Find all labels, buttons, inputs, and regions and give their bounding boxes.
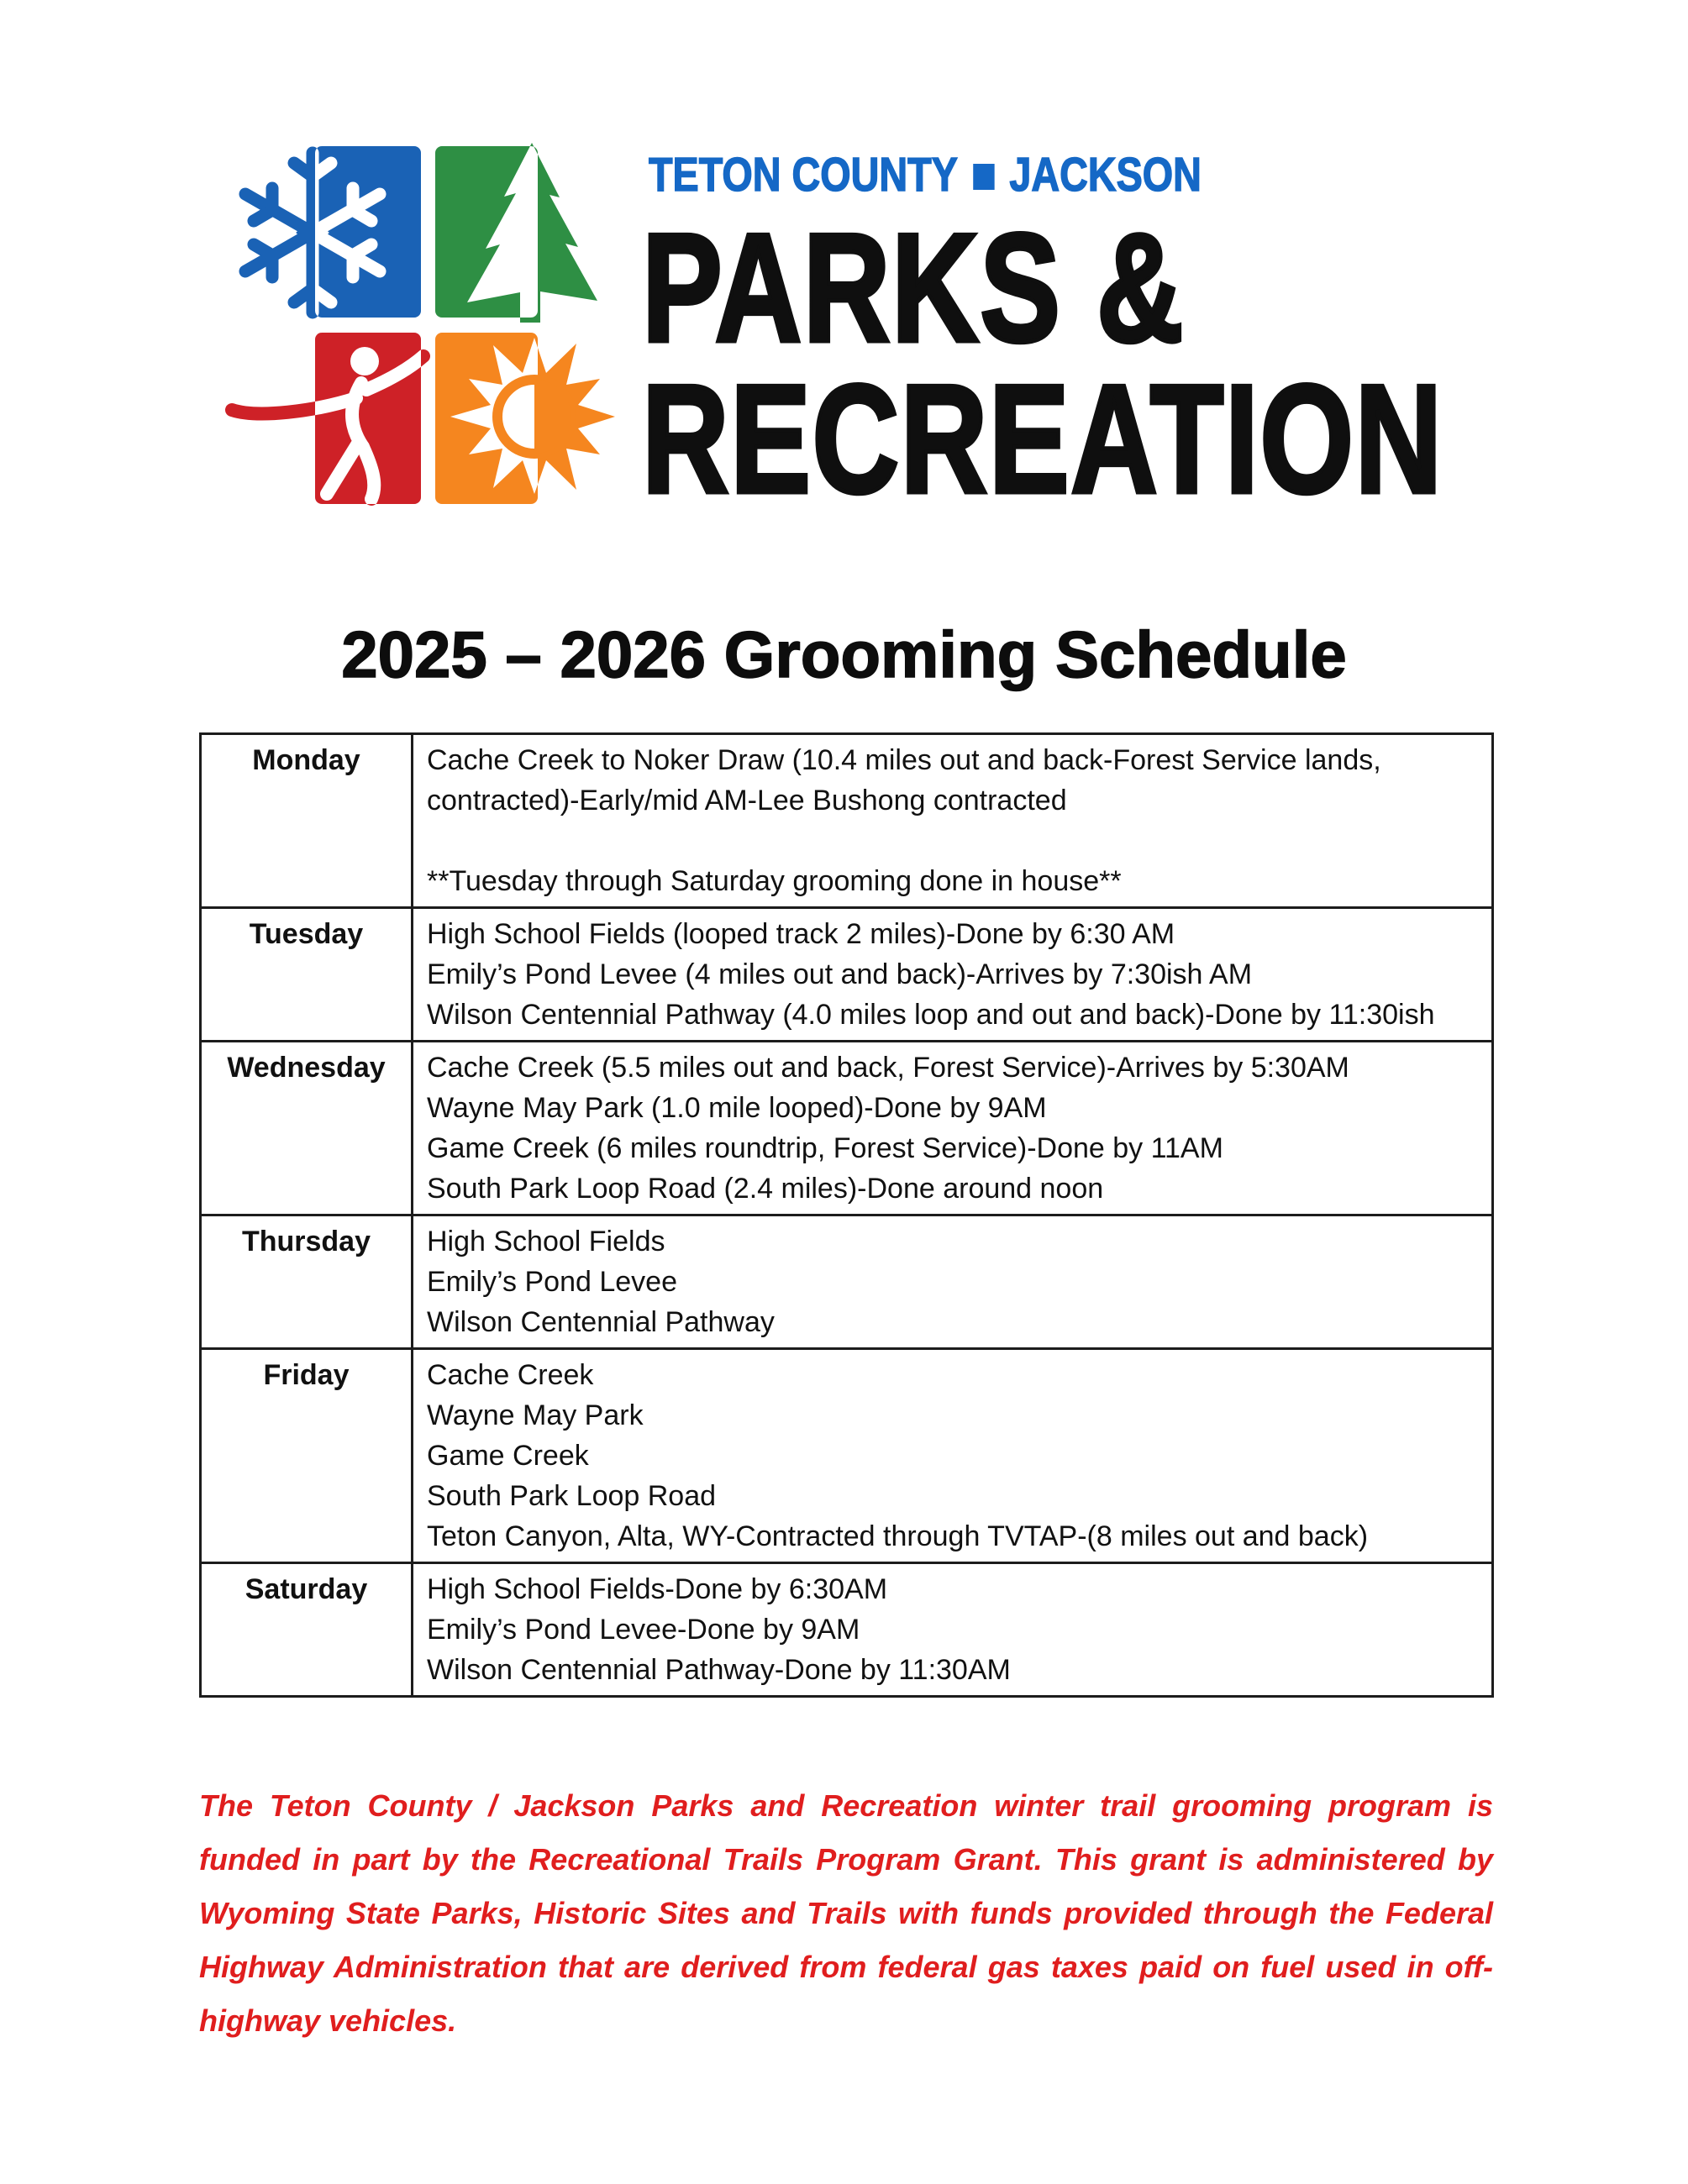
details-cell-thursday: [413, 1215, 1493, 1349]
schedule-line: Game Creek: [427, 1440, 589, 1472]
details-cell-wednesday: [413, 1042, 1493, 1215]
schedule-line: South Park Loop Road: [427, 1480, 717, 1512]
details-cell-monday: [413, 734, 1493, 908]
day-cell-wednesday: Wednesday: [201, 1042, 413, 1215]
sun-icon: [435, 333, 615, 504]
logo-headline-recreation: RECREATION: [642, 352, 1443, 525]
schedule-line: Emily’s Pond Levee (4 miles out and back)-Arrives by 7:30ish AM: [427, 958, 1253, 990]
schedule-line: High School Fields: [427, 1226, 665, 1257]
funding-note: The Teton County / Jackson Parks and Recreation winter trail grooming program is funded in part by the Recreational Trails Program Grant. This grant is administered by Wyoming State Parks, Historic Sites and Trails with funds provided through the Federal Highway Administration that are derived from federal gas taxes paid on fuel used in off-highway vehicles.: [199, 1788, 1493, 2038]
schedule-row-monday: [201, 734, 1493, 908]
day-cell-friday: Friday: [201, 1349, 413, 1563]
schedule-line: Wilson Centennial Pathway-Done by 11:30AM: [427, 1654, 1011, 1686]
schedule-row-wednesday: [201, 1042, 1493, 1215]
day-cell-thursday: Thursday: [201, 1215, 413, 1349]
separator-square-icon: [973, 164, 994, 190]
schedule-line: Emily’s Pond Levee: [427, 1266, 677, 1298]
day-cell-monday: Monday: [201, 734, 413, 908]
schedule-line: Wilson Centennial Pathway: [427, 1306, 775, 1338]
schedule-row-saturday: [201, 1563, 1493, 1697]
schedule-line: Cache Creek to Noker Draw (10.4 miles out and back-Forest Service lands, contracted)-Early/mid AM-Lee Bushong contracted: [427, 744, 1381, 816]
schedule-row-thursday: [201, 1215, 1493, 1349]
schedule-line: Wilson Centennial Pathway (4.0 miles loop and out and back)-Done by 11:30ish: [427, 999, 1435, 1031]
schedule-row-tuesday: [201, 908, 1493, 1042]
org-name-county: TETON COUNTY: [649, 148, 958, 202]
pine-tree-icon: [435, 143, 597, 323]
org-name-town: JACKSON: [1009, 148, 1202, 202]
schedule-line: **Tuesday through Saturday grooming done in house**: [427, 865, 1122, 897]
schedule-line: Cache Creek (5.5 miles out and back, Forest Service)-Arrives by 5:30AM: [427, 1052, 1349, 1084]
parks-rec-logo-art: [220, 133, 634, 521]
schedule-line: [427, 821, 1478, 861]
details-cell-saturday: [413, 1563, 1493, 1697]
dancer-icon: [232, 333, 423, 504]
details-cell-friday: [413, 1349, 1493, 1563]
details-cell-tuesday: [413, 908, 1493, 1042]
snowflake-icon: [245, 146, 421, 318]
schedule-line: Emily’s Pond Levee-Done by 9AM: [427, 1614, 860, 1646]
schedule-line: Wayne May Park (1.0 mile looped)-Done by 9AM: [427, 1092, 1047, 1124]
schedule-line: Cache Creek: [427, 1359, 594, 1391]
schedule-row-friday: [201, 1349, 1493, 1563]
grooming-schedule-table: [199, 732, 1494, 1698]
day-cell-tuesday: Tuesday: [201, 908, 413, 1042]
org-name-line: [649, 148, 1202, 202]
schedule-line: Teton Canyon, Alta, WY-Contracted through TVTAP-(8 miles out and back): [427, 1520, 1369, 1552]
schedule-line: High School Fields-Done by 6:30AM: [427, 1573, 888, 1605]
schedule-line: Wayne May Park: [427, 1399, 644, 1431]
day-cell-saturday: Saturday: [201, 1563, 413, 1697]
logo-headline-parks: PARKS &: [642, 201, 1186, 374]
page-title: 2025 – 2026 Grooming Schedule: [341, 617, 1347, 691]
schedule-line: South Park Loop Road (2.4 miles)-Done around noon: [427, 1173, 1104, 1205]
schedule-line: High School Fields (looped track 2 miles)-Done by 6:30 AM: [427, 918, 1175, 950]
schedule-line: Game Creek (6 miles roundtrip, Forest Service)-Done by 11AM: [427, 1132, 1223, 1164]
